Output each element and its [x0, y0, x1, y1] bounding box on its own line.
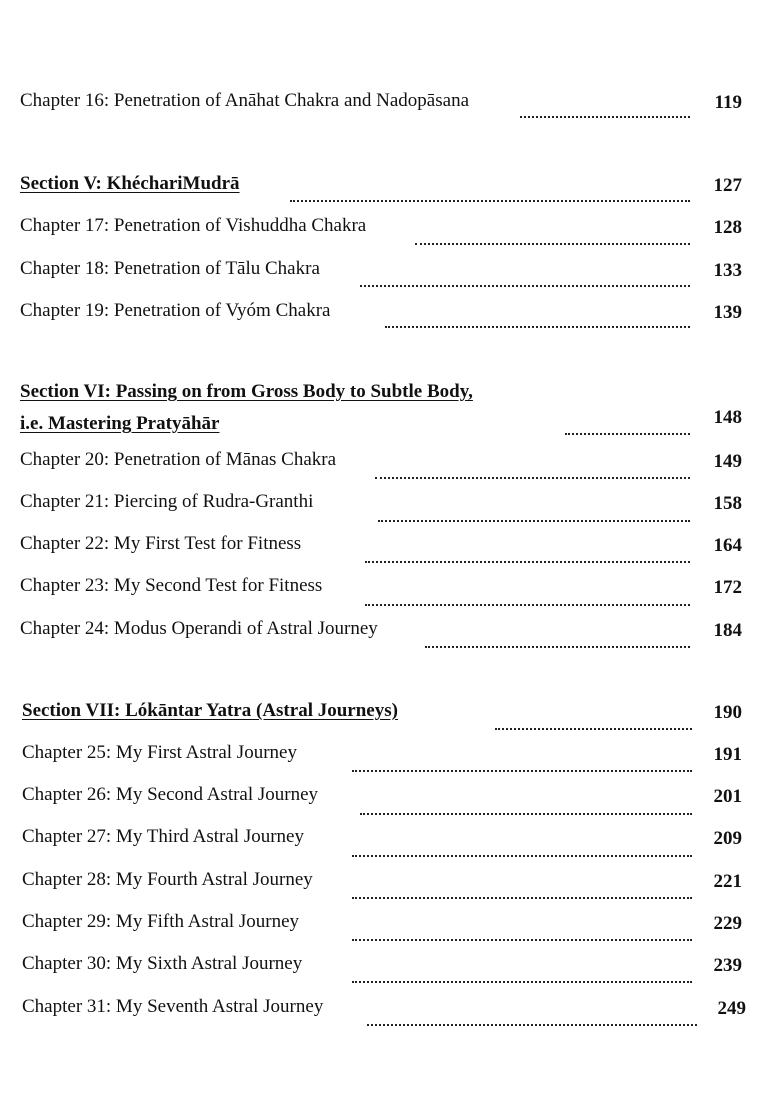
entry-title: Chapter 29: My Fifth Astral Journey — [22, 911, 300, 932]
leader-dots — [290, 200, 690, 202]
entry-title: Chapter 19: Penetration of Vyóm Chakra — [20, 300, 331, 321]
entry-title: Chapter 18: Penetration of Tālu Chakra — [20, 258, 320, 279]
entry-title: Chapter 25: My First Astral Journey — [22, 742, 297, 763]
toc-entry — [20, 575, 742, 605]
leader-dots — [365, 604, 690, 606]
leader-dots — [352, 855, 692, 857]
leader-dots — [360, 813, 692, 815]
toc-entry — [20, 258, 742, 288]
toc-entry — [22, 953, 742, 983]
page-number: 172 — [713, 577, 742, 598]
page-number: 164 — [713, 535, 742, 556]
page-number: 127 — [713, 175, 742, 196]
page-number: 128 — [713, 217, 742, 238]
entry-title: Chapter 22: My First Test for Fitness — [20, 533, 302, 554]
page-number: 184 — [713, 620, 742, 641]
leader-dots — [375, 477, 690, 479]
toc-entry — [20, 90, 742, 120]
entry-title: Chapter 30: My Sixth Astral Journey — [22, 953, 303, 974]
page-number: 191 — [713, 744, 742, 765]
section-title: Section V: KhéchariMudrā — [20, 173, 240, 194]
section-heading — [20, 173, 742, 203]
leader-dots — [365, 561, 690, 563]
toc-entry — [22, 742, 742, 772]
leader-dots — [565, 433, 690, 435]
page-number: 201 — [713, 786, 742, 807]
leader-dots — [352, 770, 692, 772]
leader-dots — [520, 116, 690, 118]
leader-dots — [352, 939, 692, 941]
entry-title: Chapter 20: Penetration of Mānas Chakra — [20, 449, 337, 470]
page-number: 190 — [713, 702, 742, 723]
entry-title: Chapter 27: My Third Astral Journey — [22, 826, 304, 847]
page-number: 139 — [713, 302, 742, 323]
toc-entry — [22, 996, 746, 1026]
leader-dots — [352, 981, 692, 983]
leader-dots — [385, 326, 690, 328]
toc-entry — [22, 784, 742, 814]
toc-entry — [22, 826, 742, 856]
leader-dots — [495, 728, 692, 730]
page-number: 221 — [713, 871, 742, 892]
toc-entry — [20, 618, 742, 648]
leader-dots — [425, 646, 690, 648]
toc-entry — [22, 869, 742, 899]
entry-title: Chapter 31: My Seventh Astral Journey — [22, 996, 324, 1017]
leader-dots — [378, 520, 690, 522]
entry-title: Chapter 28: My Fourth Astral Journey — [22, 869, 313, 890]
section-title-line-1: Section VI: Passing on from Gross Body to Subtle Body, — [20, 381, 473, 402]
toc-entry — [22, 911, 742, 941]
toc-entry — [20, 300, 742, 330]
section-title-line-2: i.e. Mastering Pratyāhār — [20, 413, 220, 434]
section-heading — [22, 700, 742, 730]
entry-title: Chapter 16: Penetration of Anāhat Chakra and Nadopāsana — [20, 90, 469, 111]
page-number: 119 — [714, 92, 742, 113]
entry-title: Chapter 26: My Second Astral Journey — [22, 784, 319, 805]
page-number: 249 — [717, 998, 746, 1019]
entry-title: Chapter 23: My Second Test for Fitness — [20, 575, 323, 596]
page-number: 133 — [713, 260, 742, 281]
section-heading — [20, 381, 742, 441]
toc-entry — [20, 491, 742, 521]
page-number: 148 — [713, 407, 742, 428]
page-number: 209 — [713, 828, 742, 849]
leader-dots — [367, 1024, 697, 1026]
page-number: 158 — [713, 493, 742, 514]
leader-dots — [360, 285, 690, 287]
toc-entry — [20, 449, 742, 479]
section-title: Section VII: Lókāntar Yatra (Astral Journeys) — [22, 700, 398, 721]
leader-dots — [415, 243, 690, 245]
entry-title: Chapter 17: Penetration of Vishuddha Chakra — [20, 215, 367, 236]
page-number: 149 — [713, 451, 742, 472]
entry-title: Chapter 24: Modus Operandi of Astral Journey — [20, 618, 378, 639]
page-number: 229 — [713, 913, 742, 934]
toc-entry — [20, 215, 742, 245]
entry-title: Chapter 21: Piercing of Rudra-Granthi — [20, 491, 314, 512]
leader-dots — [352, 897, 692, 899]
toc-entry — [20, 533, 742, 563]
page-number: 239 — [713, 955, 742, 976]
